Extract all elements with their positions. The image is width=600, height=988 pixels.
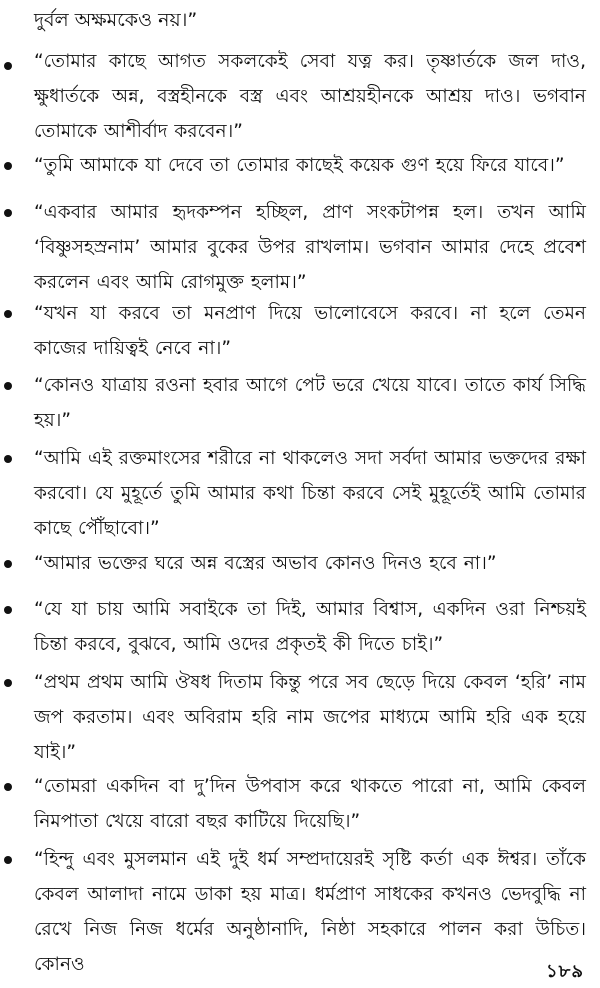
quote-text: “একবার আমার হৃদকম্পন হচ্ছিল, প্রাণ সংকটাপন্ন হল। তখন আমি ‘বিষ্ণুসহস্রনাম’ আমার বুকের উপর রাখলাম। ভগবান আমার দেহে প্রবেশ করলেন এবং আমি রোগমুক্ত হলাম।” [34, 202, 586, 293]
quote-text: “আমার ভক্তের ঘরে অন্ন বস্ত্রের অভাব কোনও দিনও হবে না।” [34, 553, 497, 574]
quote-text: “প্রথম প্রথম আমি ঔষধ দিতাম কিন্তু পরে সব ছেড়ে দিয়ে কেবল ‘হরি’ নাম জপ করতাম। এবং অবিরাম হরি নাম জপের মাধ্যমে আমি হরি এক হয়ে যাই।” [34, 672, 586, 763]
quote-text: “তোমরা একদিন বা দু’দিন উপবাস করে থাকতে পারো না, আমি কেবল নিমপাতা খেয়ে বারো বছর কাটিয়ে দিয়েছি।” [34, 776, 586, 832]
quote-text: “যে যা চায় আমি সবাইকে তা দিই, আমার বিশ্বাস, একদিন ওরা নিশ্চয়ই চিন্তা করবে, বুঝবে, আমি ওদের প্রকৃতই কী দিতে চাই।” [34, 599, 586, 655]
continued-quote-ending: দুর্বল অক্ষমকেও নয়।” [34, 9, 198, 31]
bullet-icon [4, 856, 12, 864]
quote-text: “হিন্দু এবং মুসলমান এই দুই ধর্ম সম্প্রদায়েরই সৃষ্টি কর্তা এক ঈশ্বর। তাঁকে কেবল আলাদা নামে ডাকা হয় মাত্র। ধর্মপ্রাণ সাধকের কখনও ভেদবুদ্ধি না রেখে নিজ নিজ ধর্মের অনুষ্ঠানাদি, নিষ্ঠা সহকারে পালন করা উচিত। কোনও [34, 849, 586, 975]
bullet-icon [4, 560, 12, 568]
page-number: ১৮৯ [545, 961, 584, 982]
quote-text: “তুমি আমাকে যা দেবে তা তোমার কাছেই কয়েক গুণ হয়ে ফিরে যাবে।” [34, 155, 565, 176]
quote-text: “আমি এই রক্তমাংসের শরীরে না থাকলেও সদা সর্বদা আমার ভক্তদের রক্ষা করবো। যে মুহূর্তে তুমি আমার কথা চিন্তা করবে সেই মুহূর্তেই আমি তোমার কাছে পৌঁছাবো।” [34, 448, 586, 539]
quote-text: “তোমার কাছে আগত সকলকেই সেবা যত্ন কর। তৃষ্ণার্তকে জল দাও, ক্ষুধার্তকে অন্ন, বস্ত্রহীনকে বস্ত্র এবং আশ্রয়হীনকে আশ্রয় দাও। ভগবান তোমাকে আশীর্বাদ করবেন।” [34, 51, 586, 142]
bullet-icon [4, 783, 12, 791]
quote-text: “কোনও যাত্রায় রওনা হবার আগে পেট ভরে খেয়ে যাবে। তাতে কার্য সিদ্ধি হয়।” [34, 375, 586, 431]
bullet-icon [4, 606, 12, 614]
quote-text: “যখন যা করবে তা মনপ্রাণ দিয়ে ভালোবেসে করবে। না হলে তেমন কাজের দায়িত্বই নেবে না।” [34, 303, 586, 359]
bullet-icon [4, 382, 12, 390]
bullet-icon [4, 62, 12, 70]
bullet-icon [4, 679, 12, 687]
bullet-icon [4, 310, 12, 318]
bullet-icon [4, 162, 12, 170]
bullet-icon [4, 209, 12, 217]
bullet-icon [4, 455, 12, 463]
